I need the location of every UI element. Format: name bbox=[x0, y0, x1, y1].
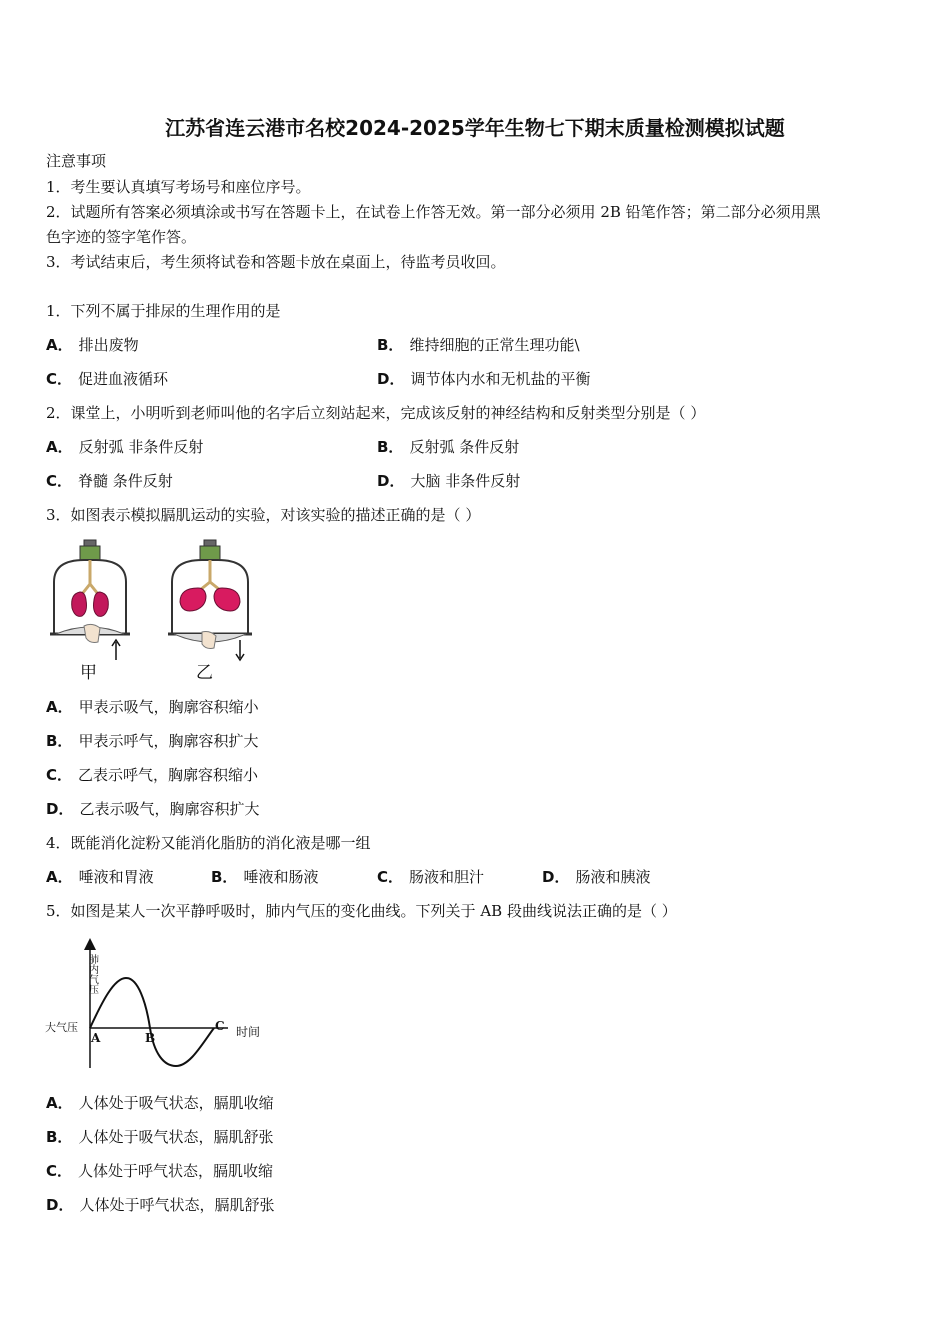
question-stem: 4．既能消化淀粉又能消化脂肪的消化液是哪一组 bbox=[46, 834, 371, 852]
notice-item: 1．考生要认真填写考场号和座位序号。 bbox=[46, 178, 311, 196]
option-text: 脊髓 条件反射 bbox=[78, 472, 173, 490]
question-stem: 5．如图是某人一次平静呼吸时，肺内气压的变化曲线。下列关于 AB 段曲线说法正确的是（ ） bbox=[46, 902, 677, 920]
option-text: 反射弧 条件反射 bbox=[409, 438, 520, 456]
option-key: B． bbox=[46, 1128, 73, 1146]
option-text: 唾液和胃液 bbox=[78, 868, 154, 886]
x-axis-label: 时间 bbox=[236, 1025, 261, 1039]
option-key: A． bbox=[46, 698, 73, 716]
option-key: C． bbox=[46, 472, 73, 490]
option-text: 唾液和肠液 bbox=[243, 868, 319, 886]
option-a bbox=[46, 438, 203, 456]
option-text: 人体处于吸气状态，膈肌舒张 bbox=[78, 1128, 274, 1146]
option-key: A． bbox=[46, 336, 73, 354]
option-key: C． bbox=[377, 868, 404, 886]
option-key: C． bbox=[46, 370, 73, 388]
option-key: A． bbox=[46, 1094, 73, 1112]
option-text: 维持细胞的正常生理功能\ bbox=[409, 336, 580, 354]
question-stem: 1．下列不属于排尿的生理作用的是 bbox=[46, 302, 281, 320]
option-text: 大脑 非条件反射 bbox=[410, 472, 521, 490]
option-key: B． bbox=[211, 868, 238, 886]
option-key: A． bbox=[46, 868, 73, 886]
option-text: 人体处于呼气状态，膈肌舒张 bbox=[79, 1196, 275, 1214]
option-key: C． bbox=[46, 766, 73, 784]
option-a bbox=[46, 698, 259, 716]
option-text: 肠液和胰液 bbox=[575, 868, 651, 886]
option-a bbox=[46, 1094, 274, 1112]
option-text: 人体处于吸气状态，膈肌收缩 bbox=[78, 1094, 274, 1112]
option-b bbox=[211, 868, 318, 886]
option-d bbox=[46, 1196, 274, 1214]
option-d bbox=[377, 472, 520, 490]
option-a bbox=[46, 336, 139, 354]
option-b bbox=[377, 336, 580, 354]
option-d bbox=[542, 868, 650, 886]
option-key: D． bbox=[377, 472, 405, 490]
option-c bbox=[46, 766, 258, 784]
point-c-label: C bbox=[215, 1019, 225, 1033]
option-text: 肠液和胆汁 bbox=[409, 868, 485, 886]
option-text: 调节体内水和无机盐的平衡 bbox=[410, 370, 591, 388]
pressure-curve-figure bbox=[44, 938, 270, 1074]
option-key: C． bbox=[46, 1162, 73, 1180]
option-key: B． bbox=[46, 732, 73, 750]
option-c bbox=[46, 1162, 273, 1180]
notice-item: 色字迹的签字笔作答。 bbox=[46, 228, 197, 246]
option-text: 乙表示吸气，胸廓容积扩大 bbox=[79, 800, 260, 818]
page-title: 江苏省连云港市名校2024-2025学年生物七下期末质量检测模拟试题 bbox=[165, 116, 785, 140]
notice-heading: 注意事项 bbox=[46, 152, 107, 170]
option-b bbox=[46, 1128, 273, 1146]
option-d bbox=[377, 370, 590, 388]
option-text: 甲表示呼气，胸廓容积扩大 bbox=[78, 732, 259, 750]
option-c bbox=[46, 472, 173, 490]
option-key: D． bbox=[46, 800, 74, 818]
pressure-curve bbox=[90, 978, 214, 1066]
baseline-label: 大气压 bbox=[45, 1021, 78, 1034]
point-b-label: B bbox=[145, 1031, 156, 1045]
notice-item: 3．考试结束后，考生须将试卷和答题卡放在桌面上，待监考员收回。 bbox=[46, 253, 506, 271]
option-key: D． bbox=[46, 1196, 74, 1214]
question-stem: 3．如图表示模拟膈肌运动的实验，对该实验的描述正确的是（ ） bbox=[46, 506, 481, 524]
option-text: 排出废物 bbox=[78, 336, 139, 354]
point-a-label: A bbox=[91, 1031, 101, 1045]
figure-label-jia: 甲 bbox=[80, 663, 97, 683]
option-text: 乙表示呼气，胸廓容积缩小 bbox=[78, 766, 259, 784]
bell-jar-yi bbox=[168, 540, 252, 660]
option-text: 人体处于呼气状态，膈肌收缩 bbox=[78, 1162, 274, 1180]
option-c bbox=[377, 868, 484, 886]
option-key: D． bbox=[542, 868, 570, 886]
bell-jar-jia bbox=[50, 540, 130, 660]
notice-item: 2．试题所有答案必须填涂或书写在答题卡上，在试卷上作答无效。第一部分必须用 2B 铅笔作答；第二部分必须用黑 bbox=[46, 203, 821, 221]
option-key: B． bbox=[377, 336, 404, 354]
option-c bbox=[46, 370, 168, 388]
figure-label-yi: 乙 bbox=[196, 663, 213, 683]
y-axis-label: 肺内气压 bbox=[86, 954, 98, 994]
option-key: B． bbox=[377, 438, 404, 456]
question-stem: 2．课堂上，小明听到老师叫他的名字后立刻站起来，完成该反射的神经结构和反射类型分别是（ ） bbox=[46, 404, 706, 422]
option-key: D． bbox=[377, 370, 405, 388]
option-text: 促进血液循环 bbox=[78, 370, 169, 388]
option-text: 反射弧 非条件反射 bbox=[78, 438, 204, 456]
diaphragm-model-figure bbox=[44, 538, 254, 686]
option-key: A． bbox=[46, 438, 73, 456]
option-a bbox=[46, 868, 154, 886]
option-d bbox=[46, 800, 259, 818]
option-b bbox=[377, 438, 519, 456]
option-text: 甲表示吸气，胸廓容积缩小 bbox=[78, 698, 259, 716]
option-b bbox=[46, 732, 258, 750]
